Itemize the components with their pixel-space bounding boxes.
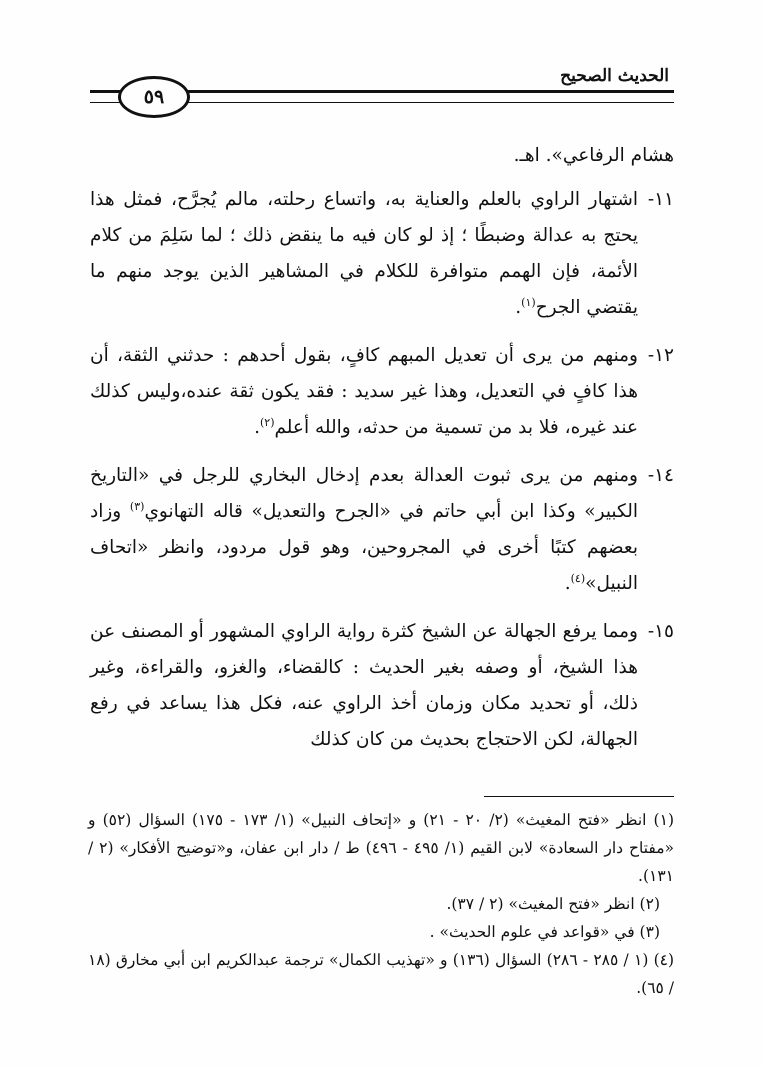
item-number: ١٢- [647, 345, 674, 366]
intro-line: هشام الرفاعي». اهـ. [513, 145, 674, 166]
list-item [90, 614, 674, 758]
footnote: (٤) (١ / ٢٨٥ - ٢٨٦) السؤال (١٣٦) و «تهذيب الكمال» ترجمة عبدالكريم ابن أبي مخارق (١٨ / ٦٥). [88, 951, 675, 997]
footnote-separator [484, 796, 674, 797]
list-item [90, 338, 674, 446]
footnote-ref: (٢) [259, 415, 275, 429]
footnote-ref: (١) [521, 295, 536, 309]
footnote-ref: (٤) [570, 571, 586, 585]
item-number: ١٤- [647, 465, 674, 486]
footnote: (٣) في «قواعد في علوم الحديث» . [429, 923, 660, 941]
page-number [118, 76, 190, 118]
list-item [90, 458, 674, 602]
footnotes [88, 806, 674, 1002]
footnote: (٢) انظر «فتح المغيث» (٢ / ٣٧). [446, 895, 660, 913]
item-number: ١٥- [647, 621, 674, 642]
main-text [90, 138, 674, 770]
item-text: ومما يرفع الجهالة عن الشيخ كثرة رواية الراوي المشهور أو المصنف عن هذا الشيخ، أو وصفه بغير الحديث : كالقضاء، والغزو، والقراءة، وغير ذلك، أو تحديد مكان وزمان أخذ الراوي عنه، فكل هذا يساعد في رفع الجهالة، لكن الاحتجاج بحديث من كان كذلك [90, 621, 638, 750]
list-item [90, 182, 674, 326]
item-text: اشتهار الراوي بالعلم والعناية به، واتساع رحلته، مالم يُجرَّح، فمثل هذا يحتج به عدالة وضبطًا ؛ إذ لو كان فيه ما ينقض ذلك ؛ لما سَلِمَ من كلام الأئمة، فإن الهمم متوافرة للكلام في المشاهير الذين يوجد منهم ما يقتضي الجرح$^{(١)}$. [90, 189, 638, 318]
item-text: ومنهم من يرى ثبوت العدالة بعدم إدخال البخاري للرجل في «التاريخ الكبير» وكذا ابن أبي حاتم في «الجرح والتعديل» قاله التهانوي$^{(٣)}$ وزاد بعضهم كتبًا أخرى في المجروحين، وهو قول مردود، وانظر «اتحاف النبيل»$^{(٤)}$. [90, 465, 638, 594]
footnote-ref: (٣) [129, 499, 145, 513]
item-number: ١١- [647, 189, 674, 210]
header-rule-left [90, 90, 116, 103]
running-title: الحديث الصحيح [560, 66, 669, 86]
item-text: ومنهم من يرى أن تعديل المبهم كافٍ، بقول أحدهم : حدثني الثقة، أن هذا كافٍ في التعديل، وهذا غير سديد : فقد يكون ثقة عنده،وليس كذلك عند غيره، فلا بد من تسمية من حدثه، والله أعلم$^{(٢)}$. [90, 345, 638, 438]
footnote: (١) انظر «فتح المغيث» (٢/ ٢٠ - ٢١) و «إتحاف النبيل» (١/ ١٧٣ - ١٧٥) السؤال (٥٢) و «مفتاح دار السعادة» لابن القيم (١/ ٤٩٥ - ٤٩٦) ط / دار ابن عفان، و«توضيح الأفكار» (٢ / ١٣١). [88, 811, 674, 885]
page-number-text: ٥٩ [143, 86, 165, 108]
